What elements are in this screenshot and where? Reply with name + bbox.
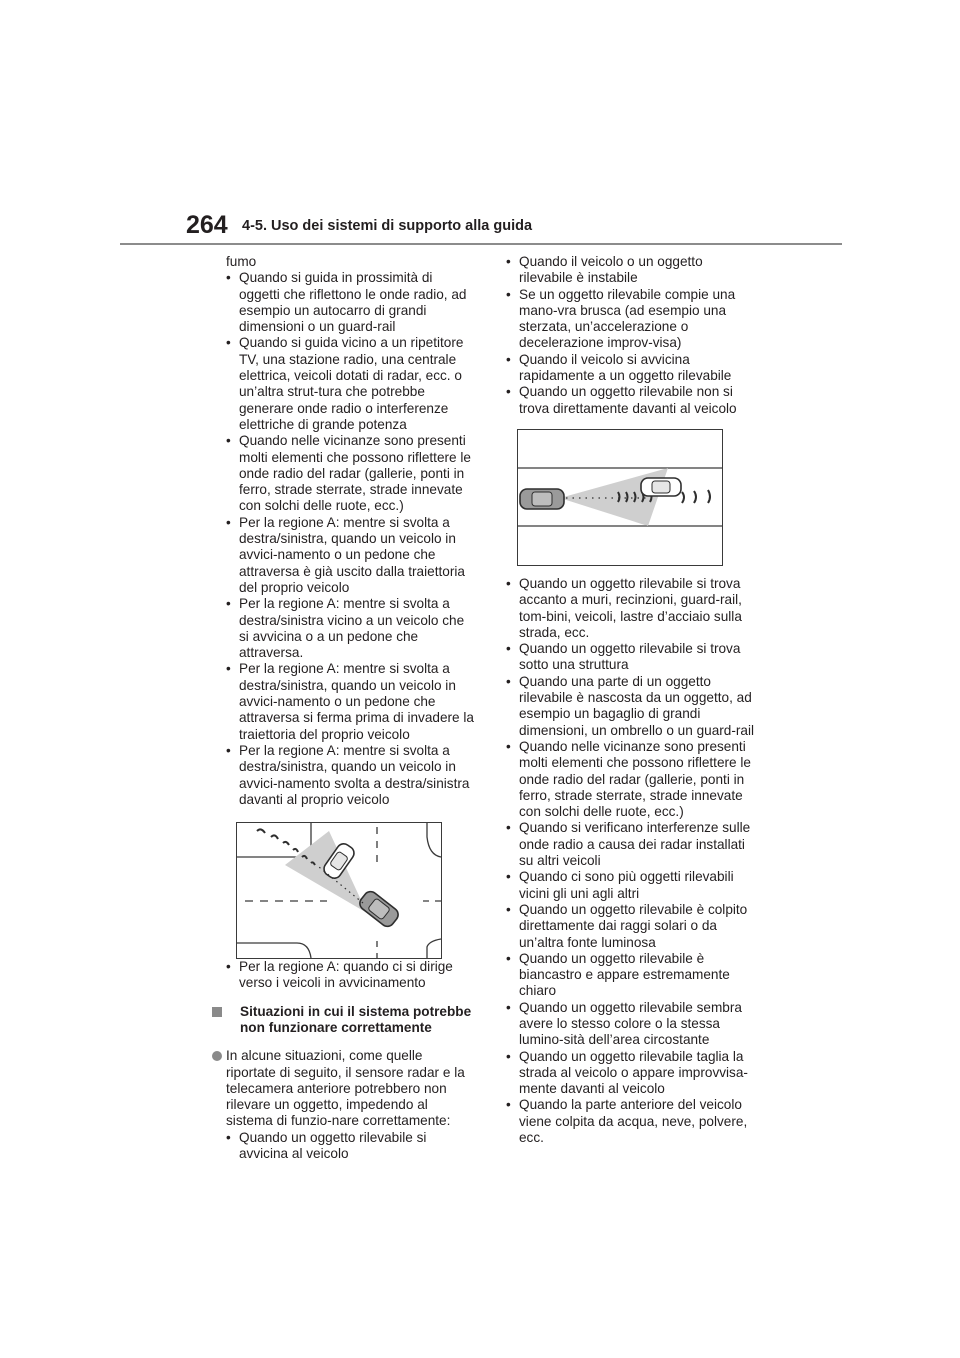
list-item: • Quando una parte di un oggetto rilevabile è nascosta da un oggetto, ad esempio un bagaglio di grandi dimensioni, un ombrello o un guard-rail bbox=[506, 673, 754, 738]
bullet-list-right-top bbox=[506, 254, 756, 417]
list-item: • Quando un oggetto rilevabile si trova accanto a muri, recinzioni, guard-rail, tom-bini, veicoli, lastre d’acciaio sulla strada, ecc. bbox=[506, 575, 742, 640]
own-car-icon bbox=[520, 489, 564, 509]
right-column bbox=[506, 254, 756, 1146]
subsection-heading: Situazioni in cui il sistema potrebbe non funzionare correttamente bbox=[226, 1004, 476, 1037]
list-item: • Quando il veicolo si avvicina rapidamente a un oggetto rilevabile bbox=[506, 351, 732, 384]
list-item: • Quando il veicolo o un oggetto rilevabile è instabile bbox=[506, 254, 703, 286]
list-item: • Quando si verificano interferenze sulle onde radio a causa dei radar installati su altri veicoli bbox=[506, 820, 751, 869]
list-item: • Quando un oggetto rilevabile è colpito direttamente dai raggi solari o da un’altra fonte luminosa bbox=[506, 901, 748, 950]
highway-diagram bbox=[518, 430, 722, 565]
own-car-icon bbox=[357, 889, 401, 929]
list-item: • Quando si guida vicino a un ripetitore TV, una stazione radio, una centrale elettrica, veicoli dotati di radar, ecc. o un’altra strut-tura che potrebbe generare onde radio o interferenze elettriche di grande potenza bbox=[226, 335, 464, 432]
bullet-list-after-figure bbox=[226, 959, 476, 992]
list-item: • Quando nelle vicinanze sono presenti molti elementi che possono riflettere le onde radio del radar (gallerie, ponti in ferro, strade sterrate, strade innevate con solchi delle ruote, ecc.) bbox=[506, 738, 751, 820]
intersection-turn-illustration bbox=[236, 822, 442, 959]
bullet-list-right-bottom bbox=[506, 576, 756, 1146]
list-item: • Quando un oggetto rilevabile taglia la strada al veicolo o appare improvvisa-mente davanti al veicolo bbox=[506, 1048, 748, 1097]
list-item: • Per la regione A: quando ci si dirige verso i veicoli in avvicinamento bbox=[226, 959, 453, 991]
target-car-icon bbox=[641, 478, 681, 496]
list-item: • Quando un oggetto rilevabile non si trova direttamente davanti al veicolo bbox=[506, 384, 737, 416]
list-item: • Quando un oggetto rilevabile si trova sotto una struttura bbox=[506, 641, 741, 673]
header-rule bbox=[120, 243, 842, 245]
list-item: • Per la regione A: mentre si svolta a destra/sinistra, quando un veicolo in avvici-namento svolta a destra/sinistra davanti al proprio veicolo bbox=[226, 742, 470, 807]
square-marker-icon bbox=[212, 1007, 222, 1017]
list-item: • Quando un oggetto rilevabile sembra avere lo stesso colore o la stessa lumino-sità dell’area circostante bbox=[506, 999, 742, 1048]
page-number: 264 bbox=[186, 211, 228, 239]
list-item: • Se un oggetto rilevabile compie una mano-vra brusca (ad esempio una sterzata, un’accelerazione o decelerazione improv-visa) bbox=[506, 286, 736, 351]
list-item: • Quando ci sono più oggetti rilevabili vicini gli uni agli altri bbox=[506, 869, 734, 901]
list-item: • Quando la parte anteriore del veicolo viene colpita da acqua, neve, polvere, ecc. bbox=[506, 1097, 748, 1146]
list-item: • Per la regione A: mentre si svolta a destra/sinistra, quando un veicolo in avvici-namento o un pedone che attraversa è già uscito dalla traiettoria del proprio veicolo bbox=[226, 514, 465, 595]
bullet-list-left-top bbox=[226, 270, 476, 808]
list-item: • Per la regione A: mentre si svolta a destra/sinistra, quando un veicolo in avvici-namento o un pedone che attraversa si ferma prima di invadere la traiettoria del proprio veicolo bbox=[226, 661, 474, 742]
intro-paragraph: In alcune situazioni, come quelle riportate di seguito, il sensore radar e la telecamera anteriore potrebbero non rilevare un oggetto, impedendo al sistema di funzio-nare correttamente: bbox=[226, 1048, 476, 1129]
list-item: • Quando un oggetto rilevabile si avvicina al veicolo bbox=[226, 1129, 427, 1162]
intersection-diagram bbox=[237, 823, 441, 958]
list-item: • Quando nelle vicinanze sono presenti molti elementi che possono riflettere le onde radio del radar (gallerie, ponti in ferro, strade sterrate, strade innevate con solchi delle ruote, ecc.) bbox=[226, 433, 471, 514]
list-item: • Quando un oggetto rilevabile è biancastro e appare estremamente chiaro bbox=[506, 950, 730, 999]
section-title: 4-5. Uso dei sistemi di supporto alla guida bbox=[242, 218, 533, 234]
left-column bbox=[226, 254, 476, 1162]
intro-text: fumo bbox=[226, 254, 257, 269]
offset-object-illustration bbox=[517, 429, 723, 566]
list-item: • Quando si guida in prossimità di oggetti che riflettono le onde radio, ad esempio un autocarro di grandi dimensioni o un guard-rail bbox=[226, 270, 467, 335]
bullet-list-left-bottom bbox=[226, 1130, 476, 1163]
circle-marker-icon bbox=[212, 1051, 222, 1061]
list-item: • Per la regione A: mentre si svolta a destra/sinistra vicino a un veicolo che si avvicina o a un pedone che attraversa. bbox=[226, 596, 465, 661]
